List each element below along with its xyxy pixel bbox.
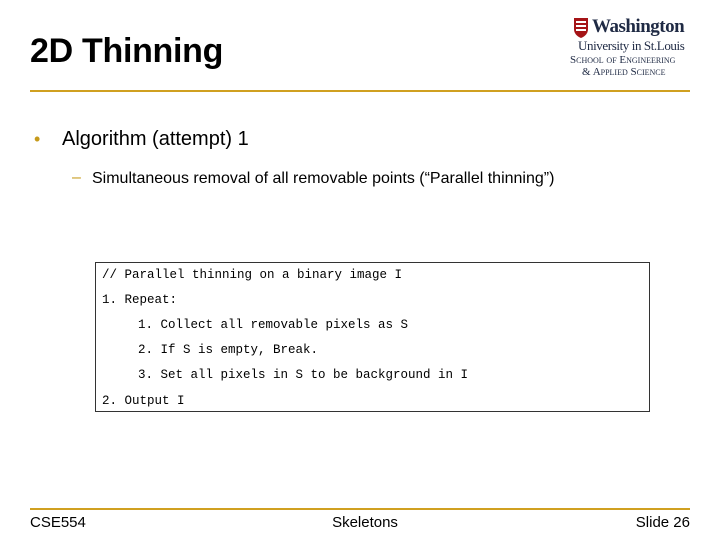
code-line-set: 3. Set all pixels in S to be background in I	[138, 368, 469, 382]
code-line-collect: 1. Collect all removable pixels as S	[138, 318, 409, 332]
slide-title: 2D Thinning	[30, 32, 224, 70]
logo-line-3: School of Engineering	[570, 54, 676, 66]
bullet-dot-icon: •	[34, 129, 41, 149]
header-divider	[30, 90, 690, 92]
bullet-dash-icon: –	[72, 169, 81, 186]
code-line-check: 2. If S is empty, Break.	[138, 343, 319, 357]
footer-divider	[30, 508, 690, 510]
footer-slide-number: Slide 26	[635, 514, 690, 531]
code-line-comment: // Parallel thinning on a binary image I	[102, 268, 403, 282]
university-logo	[566, 16, 690, 80]
bullet-text: Algorithm (attempt) 1	[62, 128, 249, 150]
logo-line-4: & Applied Science	[582, 66, 666, 78]
footer-topic: Skeletons	[332, 514, 398, 531]
logo-line-1: Washington	[592, 16, 685, 37]
logo-line-2: University in St.Louis	[578, 38, 685, 53]
footer-course: CSE554	[30, 514, 86, 531]
code-line-repeat: 1. Repeat:	[102, 293, 178, 307]
shield-icon	[574, 18, 588, 38]
code-line-output: 2. Output I	[102, 394, 185, 408]
pseudocode-box	[95, 262, 650, 412]
bullet-text: Simultaneous removal of all removable points (“Parallel thinning”)	[92, 170, 555, 187]
